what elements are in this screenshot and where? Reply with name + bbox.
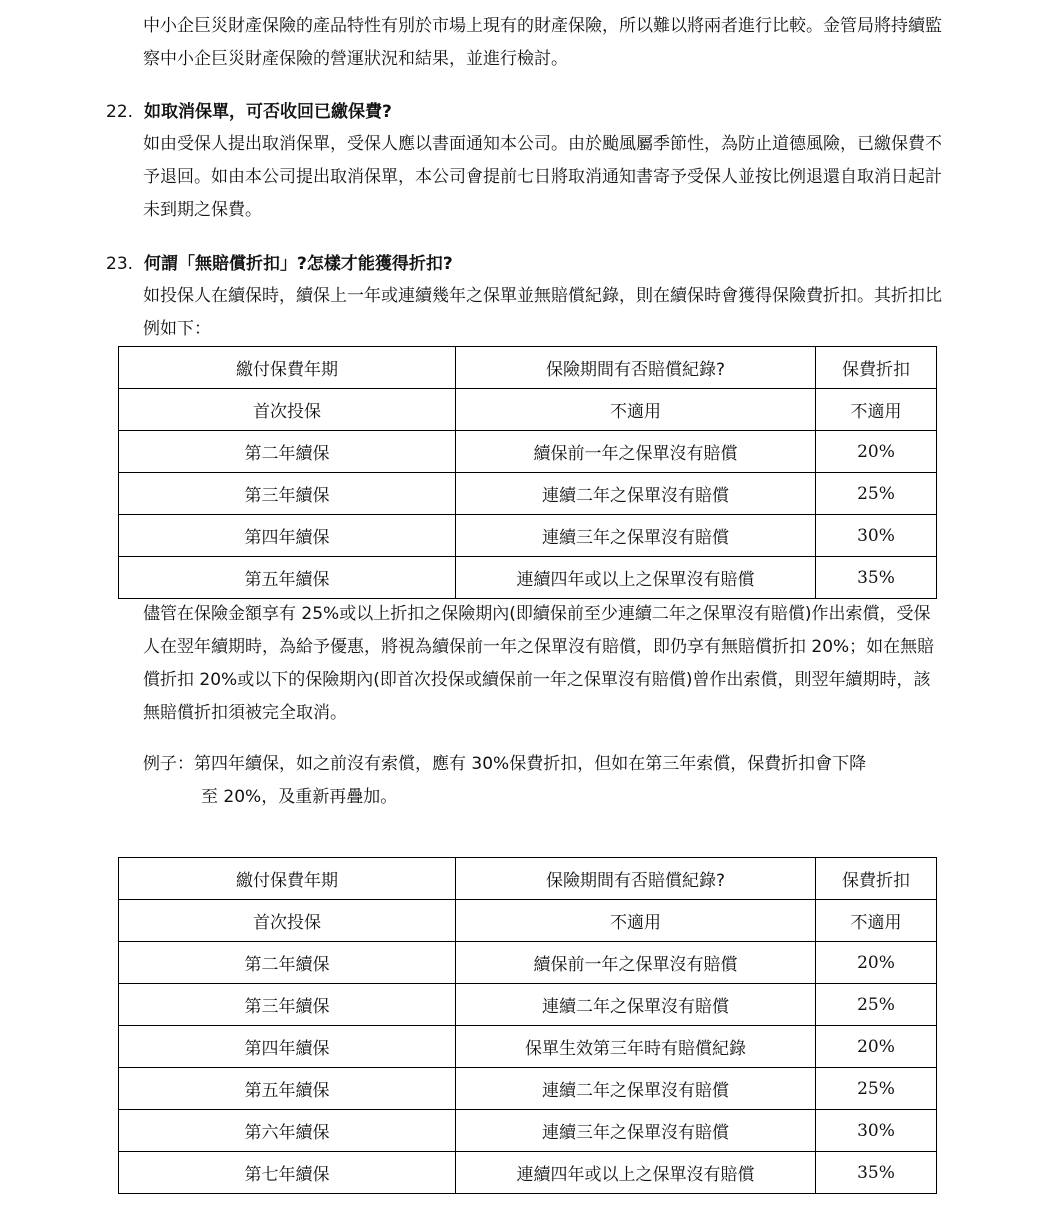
question-22-answer: 如由受保人提出取消保單，受保人應以書面通知本公司。由於颱風屬季節性，為防止道德風險，已繳保費不予退回。如由本公司提出取消保單，本公司會提前七日將取消通知書寄予受保人並按比例退還自取消日起計未到期之保費。: [143, 134, 942, 220]
table-row-highlighted: [119, 1026, 937, 1068]
discount-table-example: [118, 857, 937, 1194]
question-22-title: 如取消保單，可否收回已繳保費?: [144, 102, 392, 122]
claim-record-cell: 連續二年之保單沒有賠償: [456, 1068, 816, 1110]
period-cell: 第三年續保: [119, 473, 456, 515]
column-header-discount: 保費折扣: [816, 347, 937, 389]
table-row: [119, 1068, 937, 1110]
table-row: [119, 557, 937, 599]
example-block: [143, 748, 943, 814]
claim-record-cell: 續保前一年之保單沒有賠償: [456, 431, 816, 473]
claim-record-cell: 連續二年之保單沒有賠償: [456, 473, 816, 515]
table-row: [119, 1110, 937, 1152]
claim-record-cell: 連續二年之保單沒有賠償: [456, 984, 816, 1026]
period-cell: 第二年續保: [119, 431, 456, 473]
discount-cell: 20%: [816, 942, 937, 984]
question-22-heading: [106, 100, 392, 124]
table-row: [119, 1152, 937, 1194]
table-row: [119, 389, 937, 431]
discount-cell: 25%: [816, 1068, 937, 1110]
claim-note-paragraph: 儘管在保險金額享有 25%或以上折扣之保險期內(即續保前至少連續二年之保單沒有賠償)作出索償，受保人在翌年續期時，為給予優惠，將視為續保前一年之保單沒有賠償，即仍享有無賠償折扣 20%；如在無賠償折扣 20%或以下的保險期內(即首次投保或續保前一年之保單沒有賠償)曾作出索償，則翌年續期時，該無賠償折扣須被完全取消。: [143, 604, 935, 723]
discount-cell: 20%: [816, 1026, 937, 1068]
period-cell: 第七年續保: [119, 1152, 456, 1194]
discount-cell: 30%: [816, 1110, 937, 1152]
column-header-period: 繳付保費年期: [119, 858, 456, 900]
column-header-period: 繳付保費年期: [119, 347, 456, 389]
claim-record-cell: 不適用: [456, 900, 816, 942]
claim-record-cell: 連續三年之保單沒有賠償: [456, 1110, 816, 1152]
discount-table-standard: [118, 346, 937, 599]
question-23-number: 23.: [106, 254, 134, 274]
example-line-2: 至 20%，及重新再疊加。: [201, 787, 398, 807]
discount-cell: 35%: [816, 557, 937, 599]
discount-cell: 30%: [816, 515, 937, 557]
question-23-title: 何謂「無賠償折扣」?怎樣才能獲得折扣?: [144, 254, 453, 274]
question-23-answer: 如投保人在續保時，續保上一年或連續幾年之保單並無賠償紀錄，則在續保時會獲得保險費折扣。其折扣比例如下：: [143, 286, 942, 339]
claim-record-cell: 不適用: [456, 389, 816, 431]
discount-cell: 20%: [816, 431, 937, 473]
discount-cell: 25%: [816, 984, 937, 1026]
claim-record-cell: 保單生效第三年時有賠償紀錄: [456, 1026, 816, 1068]
period-cell: 第五年續保: [119, 1068, 456, 1110]
intro-paragraph: 中小企巨災財產保險的產品特性有別於市場上現有的財產保險，所以難以將兩者進行比較。金管局將持續監察中小企巨災財產保險的營運狀況和結果，並進行檢討。: [143, 16, 942, 69]
table-row: [119, 473, 937, 515]
column-header-discount: 保費折扣: [816, 858, 937, 900]
question-23-heading: [106, 252, 453, 276]
period-cell: 第四年續保: [119, 1026, 456, 1068]
table-row: [119, 515, 937, 557]
discount-cell: 不適用: [816, 900, 937, 942]
table-row: [119, 431, 937, 473]
example-line-1: 例子：第四年續保，如之前沒有索償，應有 30%保費折扣，但如在第三年索償，保費折扣會下降: [143, 754, 867, 774]
claim-record-cell: 連續四年或以上之保單沒有賠償: [456, 1152, 816, 1194]
table-row: [119, 942, 937, 984]
period-cell: 首次投保: [119, 900, 456, 942]
discount-cell: 35%: [816, 1152, 937, 1194]
period-cell: 第四年續保: [119, 515, 456, 557]
column-header-claim-record: 保險期間有否賠償紀錄?: [456, 347, 816, 389]
period-cell: 第六年續保: [119, 1110, 456, 1152]
claim-record-cell: 續保前一年之保單沒有賠償: [456, 942, 816, 984]
period-cell: 第二年續保: [119, 942, 456, 984]
table-row: [119, 900, 937, 942]
discount-cell: 25%: [816, 473, 937, 515]
table-header-row: [119, 347, 937, 389]
discount-cell: 不適用: [816, 389, 937, 431]
claim-record-cell: 連續四年或以上之保單沒有賠償: [456, 557, 816, 599]
table-header-row: [119, 858, 937, 900]
table-row: [119, 984, 937, 1026]
period-cell: 首次投保: [119, 389, 456, 431]
question-22-number: 22.: [106, 102, 134, 122]
claim-record-cell: 連續三年之保單沒有賠償: [456, 515, 816, 557]
period-cell: 第五年續保: [119, 557, 456, 599]
column-header-claim-record: 保險期間有否賠償紀錄?: [456, 858, 816, 900]
period-cell: 第三年續保: [119, 984, 456, 1026]
